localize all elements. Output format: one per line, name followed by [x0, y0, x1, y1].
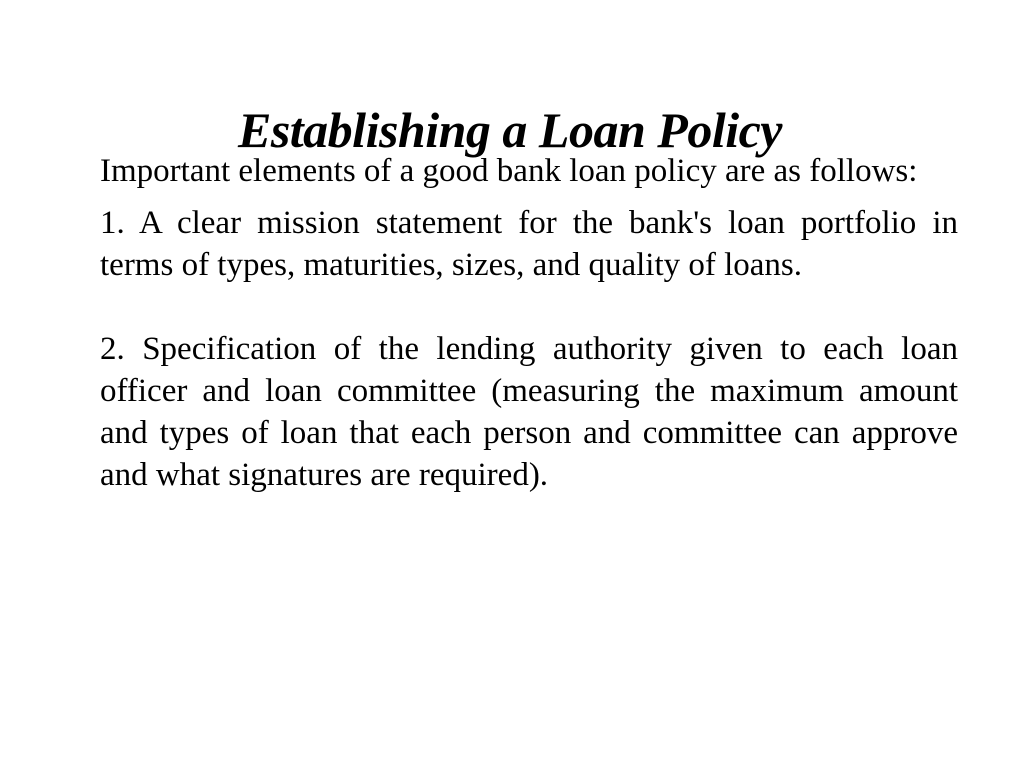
slide-title: Establishing a Loan Policy: [237, 101, 782, 158]
policy-item-2: 2. Specification of the lending authority given to each loan officer and loan committee (measuring the maximum amount and types of loan that each person and committee can approve and what signatures are required).: [100, 331, 958, 493]
intro-paragraph: Important elements of a good bank loan policy are as follows:: [100, 153, 918, 189]
slide-body: [100, 150, 958, 506]
policy-item-1: 1. A clear mission statement for the bank's loan portfolio in terms of types, maturities, sizes, and quality of loans.: [100, 205, 958, 283]
